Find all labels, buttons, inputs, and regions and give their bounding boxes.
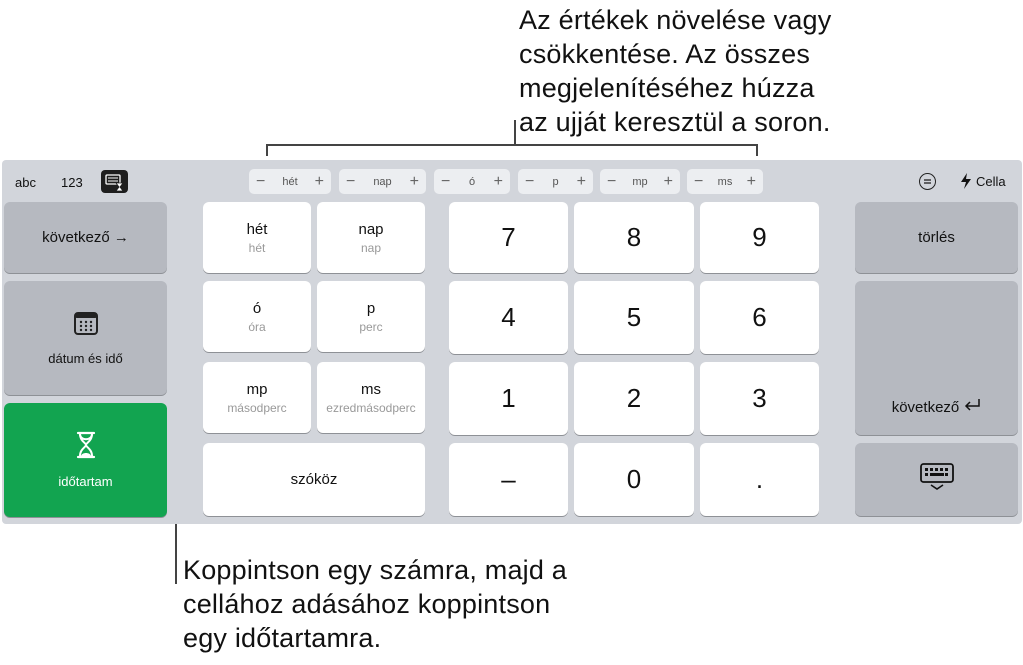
callout-leader-line: [514, 120, 516, 144]
delete-button[interactable]: [855, 202, 1018, 273]
space-key[interactable]: [203, 443, 425, 516]
plus-icon[interactable]: +: [576, 172, 586, 190]
callout-line: az ujját keresztül a soron.: [519, 107, 831, 137]
stepper-millisecond[interactable]: [687, 169, 763, 194]
delete-button-label: törlés: [918, 229, 955, 246]
next-return-label: következő: [891, 399, 960, 416]
callout-line: Az értékek növelése vagy: [519, 5, 832, 35]
unit-key-millisecond[interactable]: [317, 362, 425, 433]
callout-bracket: [266, 144, 757, 146]
stepper-minute[interactable]: [518, 169, 593, 194]
numpad-key-label: 4: [501, 302, 516, 332]
numpad-key-8[interactable]: [574, 202, 694, 273]
numpad-key-label: 0: [626, 464, 642, 494]
unit-key-second[interactable]: [203, 362, 311, 433]
callout-line: megjelenítéséhez húzza: [519, 73, 815, 103]
numpad-key-9[interactable]: [700, 202, 819, 273]
unit-key-label: hét: [246, 220, 268, 238]
next-button-label: következő →: [42, 229, 129, 246]
callout-bottom: [183, 553, 663, 655]
duration-keyboard: [2, 160, 1022, 524]
stepper-label: ó: [468, 175, 476, 188]
numpad-key-minus[interactable]: [449, 443, 568, 516]
unit-key-week[interactable]: [203, 202, 311, 273]
numpad-key-label: 3: [752, 383, 767, 413]
callout-line: cellához adásához koppintson: [183, 589, 551, 619]
duration-label: időtartam: [58, 474, 113, 489]
numpad-key-5[interactable]: [574, 281, 694, 354]
numpad-key-label: .: [755, 464, 764, 494]
numpad-key-decimal[interactable]: [700, 443, 819, 516]
duration-button[interactable]: [4, 403, 167, 517]
unit-key-label: mp: [246, 380, 268, 398]
callout-bracket-tick: [756, 144, 758, 156]
unit-key-hour[interactable]: [203, 281, 311, 352]
plus-icon[interactable]: +: [314, 172, 324, 190]
callout-bracket-tick: [266, 144, 268, 156]
stepper-label: mp: [632, 175, 648, 188]
stepper-label: p: [552, 175, 559, 188]
minus-icon[interactable]: −: [525, 172, 535, 190]
minus-icon[interactable]: −: [346, 172, 356, 190]
callout-line: Koppintson egy számra, majd a: [183, 555, 567, 585]
bolt-icon: [960, 172, 972, 195]
calendar-icon: [73, 310, 99, 341]
plus-icon[interactable]: +: [409, 172, 419, 190]
unit-key-sublabel: perc: [359, 319, 383, 334]
callout-line: csökkentése. Az összes: [519, 39, 811, 69]
keyboard-dismiss-icon: [920, 463, 954, 496]
numpad-key-0[interactable]: [574, 443, 694, 516]
hourglass-icon: [76, 431, 96, 464]
numpad-key-label: 9: [752, 222, 767, 252]
numpad-key-label: 2: [626, 383, 642, 413]
duration-keyboard-icon[interactable]: [101, 170, 128, 193]
numpad-key-label: 8: [626, 222, 642, 252]
minus-icon[interactable]: −: [256, 172, 266, 190]
next-button[interactable]: [4, 202, 167, 273]
cell-button-label[interactable]: Cella: [976, 174, 1006, 189]
date-time-button[interactable]: [4, 281, 167, 395]
unit-key-sublabel: másodperc: [227, 400, 287, 415]
unit-key-label: nap: [358, 220, 384, 238]
numpad-key-6[interactable]: [700, 281, 819, 354]
minus-icon[interactable]: −: [694, 172, 704, 190]
stepper-label: nap: [373, 175, 392, 188]
numpad-key-label: 1: [501, 383, 516, 413]
next-return-content: [892, 398, 982, 417]
stepper-day[interactable]: [339, 169, 426, 194]
abc-keyboard-button[interactable]: abc: [15, 175, 36, 190]
date-time-label: dátum és idő: [48, 351, 123, 366]
next-return-button[interactable]: [855, 281, 1018, 435]
plus-icon[interactable]: +: [663, 172, 673, 190]
unit-key-sublabel: óra: [248, 319, 266, 334]
unit-key-sublabel: nap: [360, 240, 382, 255]
numpad-key-1[interactable]: [449, 362, 568, 435]
stepper-hour[interactable]: [434, 169, 510, 194]
unit-key-label: ms: [361, 380, 381, 398]
stepper-week[interactable]: [249, 169, 331, 194]
numpad-key-7[interactable]: [449, 202, 568, 273]
unit-key-label: ó: [252, 299, 262, 317]
numpad-key-label: 5: [626, 302, 642, 332]
callout-line: egy időtartamra.: [183, 623, 382, 653]
numpad-key-2[interactable]: [574, 362, 694, 435]
unit-key-sublabel: ezredmásodperc: [326, 400, 416, 415]
minus-icon[interactable]: −: [607, 172, 617, 190]
equals-circle-icon[interactable]: [919, 173, 936, 190]
minus-icon[interactable]: −: [441, 172, 451, 190]
numpad-key-4[interactable]: [449, 281, 568, 354]
numpad-key-label: 6: [752, 302, 767, 332]
callout-top: [519, 3, 919, 139]
plus-icon[interactable]: +: [493, 172, 503, 190]
numeric-keyboard-button[interactable]: 123: [61, 175, 83, 190]
return-arrow-icon: [963, 398, 981, 417]
numpad-key-label: –: [501, 464, 516, 494]
numpad-key-label: 7: [501, 222, 516, 252]
plus-icon[interactable]: +: [746, 172, 756, 190]
unit-key-sublabel: hét: [248, 240, 266, 255]
stepper-second[interactable]: [600, 169, 680, 194]
unit-key-minute[interactable]: [317, 281, 425, 352]
unit-key-label: p: [366, 299, 376, 317]
numpad-key-3[interactable]: [700, 362, 819, 435]
stepper-label: ms: [717, 175, 733, 188]
hide-keyboard-button[interactable]: [855, 443, 1018, 516]
space-key-label: szóköz: [290, 471, 338, 488]
unit-key-day[interactable]: [317, 202, 425, 273]
stepper-label: hét: [282, 175, 298, 188]
